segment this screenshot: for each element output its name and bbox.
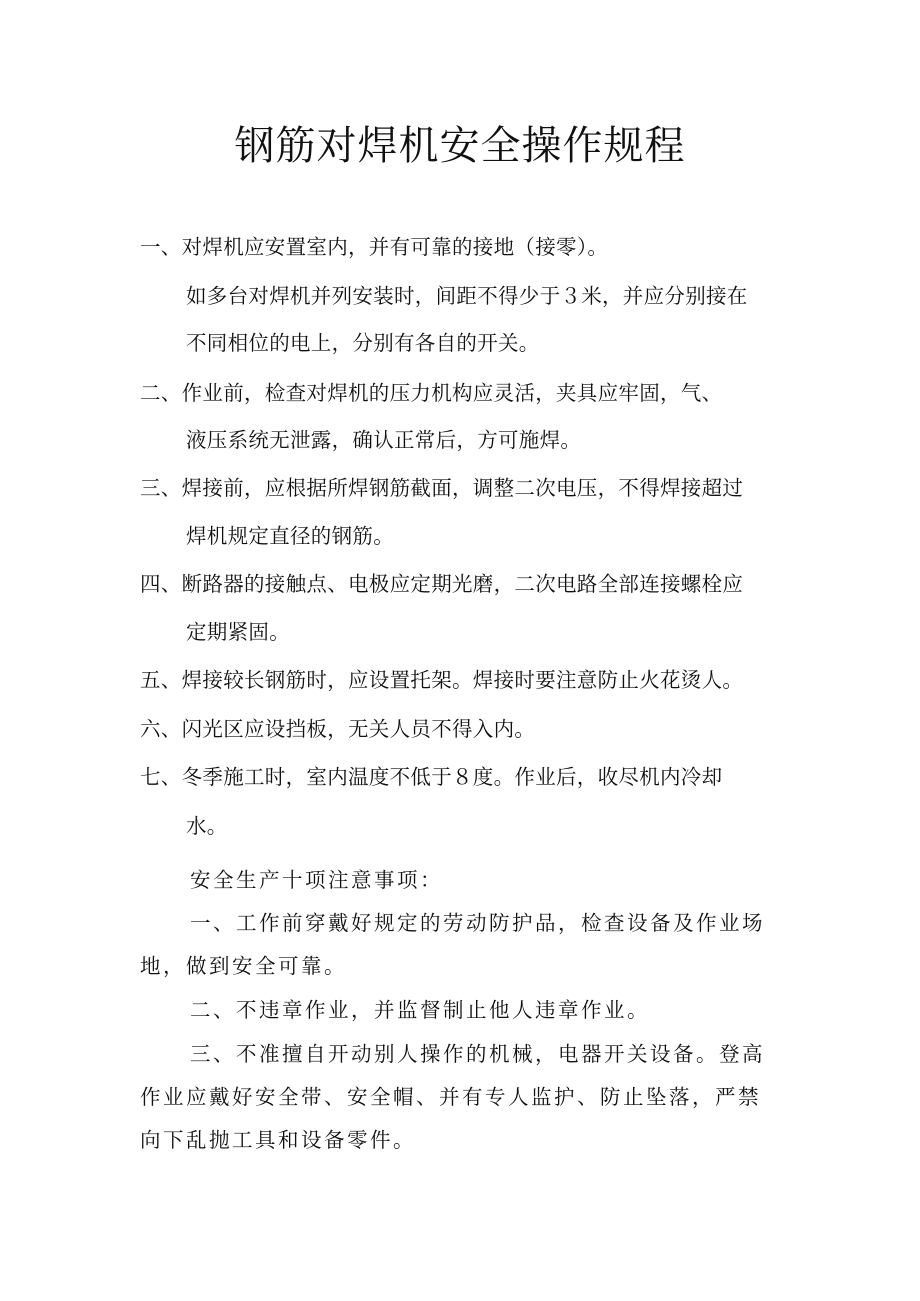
rule-1-line-1: 一、对焊机应安置室内，并有可靠的接地（接零）。 [140,235,609,259]
rule-4-line-2: 定期紧固。 [186,620,290,644]
rule-1-line-3: 不同相位的电上，分别有各自的开关。 [186,331,540,355]
safety-item-3-line-2: 作业应戴好安全带、安全帽、并有专人监护、防止坠落，严禁 [140,1085,761,1109]
document-title: 钢筋对焊机安全操作规程 [234,123,686,169]
safety-item-1-line-1: 一、工作前穿戴好规定的劳动防护品，检查设备及作业场 [190,911,765,935]
safety-item-1-line-2: 地，做到安全可靠。 [140,954,347,978]
rule-3-line-1: 三、焊接前，应根据所焊钢筋截面，调整二次电压，不得焊接超过 [140,476,744,500]
safety-item-2-line-1: 二、不违章作业，并监督制止他人违章作业。 [190,998,650,1022]
safety-item-3-line-1: 三、不准擅自开动别人操作的机械，电器开关设备。登高 [190,1042,765,1066]
safety-item-3-line-3: 向下乱抛工具和设备零件。 [140,1128,416,1152]
rule-1-line-2: 如多台对焊机并列安装时，间距不得少于３米，并应分别接在 [186,284,748,308]
safety-heading: 安全生产十项注意事项： [190,868,443,892]
rule-5-line-1: 五、焊接较长钢筋时，应设置托架。焊接时要注意防止火花烫人。 [140,668,744,692]
rule-3-line-2: 焊机规定直径的钢筋。 [186,524,394,548]
rule-7-line-1: 七、冬季施工时，室内温度不低于８度。作业后，收尽机内冷却 [140,765,723,789]
rule-4-line-1: 四、断路器的接触点、电极应定期光磨，二次电路全部连接螺栓应 [140,572,744,596]
rule-2-line-2: 液压系统无泄露，确认正常后，方可施焊。 [186,428,582,452]
rule-7-line-2: 水。 [186,814,228,838]
rule-6-line-1: 六、闪光区应设挡板，无关人员不得入内。 [140,717,536,741]
rule-2-line-1: 二、作业前，检查对焊机的压力机构应灵活，夹具应牢固，气、 [140,381,723,405]
